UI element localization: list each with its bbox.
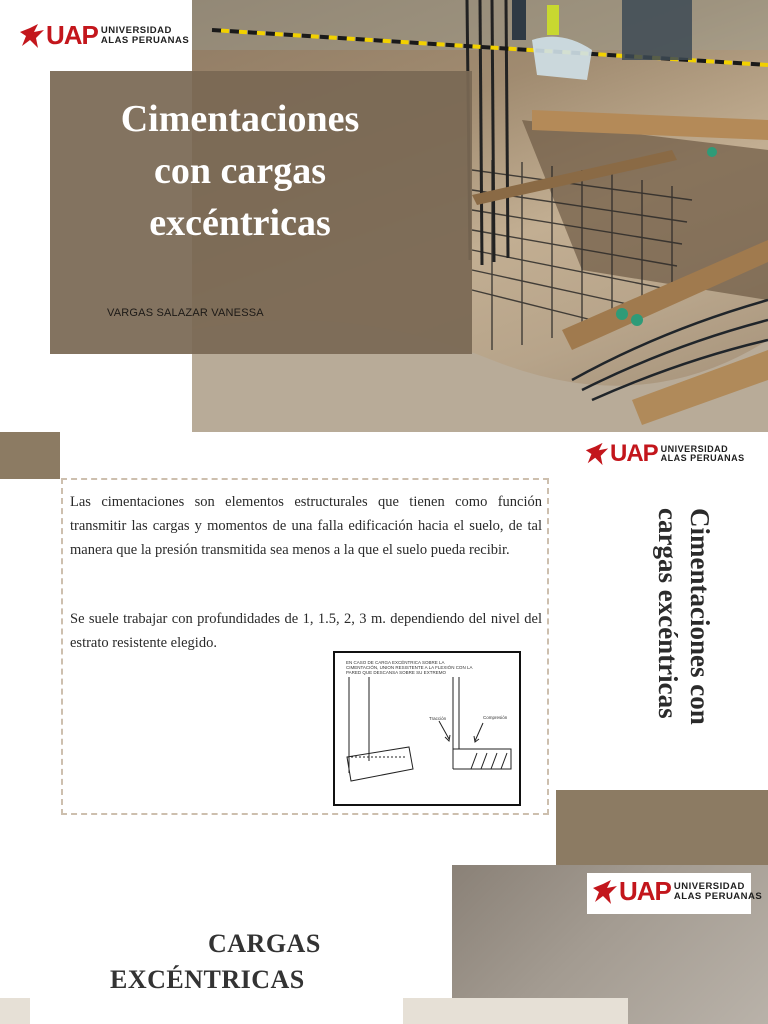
logo-name-line2: ALAS PERUANAS [673, 890, 763, 902]
logo-university-name [661, 445, 745, 464]
accent-block-top-left [0, 432, 60, 479]
slide1-title [50, 93, 430, 249]
accent-strip-left [0, 998, 30, 1024]
paragraph-depths: Se suele trabajar con profundidades de 1, 1.5, 2, 3 m. dependiendo del nivel del estrato resistente elegido. [70, 611, 542, 651]
logo-uap-text: UAP [619, 876, 671, 906]
university-logo [591, 876, 762, 907]
figure-caption: EN CASO DE CARGA EXCÉNTRICA SOBRE LA CIMENTACIÓN, UNION RESISTENTE A LA FLEXIÓN CON LA PARED QUE DESCANSA SOBRE SU EXTREMO [346, 660, 473, 675]
uap-logo-mark [591, 876, 671, 907]
logo-name-line2: ALAS PERUANAS [100, 34, 190, 46]
label-traccion: Tracción [429, 716, 447, 721]
vertical-title-line-2: cargas excéntricas [653, 508, 683, 719]
logo-uap-text: UAP [610, 440, 658, 467]
accent-strip-middle [403, 998, 628, 1024]
logo-university-name [674, 882, 762, 902]
logo-name-line1: UNIVERSIDAD [100, 24, 172, 36]
vertical-title [652, 508, 716, 725]
paragraph-definition: Las cimentaciones son elementos estructurales que tienen como función transmitir las cargas y momentos de una falla edificación hacia el suelo, de tal manera que la presión transmitida sea menos a la que el suelo pueda recibir. [70, 494, 542, 558]
eccentric-load-figure [333, 651, 521, 806]
logo-uap-text: UAP [46, 20, 98, 50]
logo-name-line1: UNIVERSIDAD [660, 443, 729, 454]
uap-logo-mark [584, 440, 658, 468]
slide3-title [110, 926, 321, 998]
label-compresion: Compresión [483, 715, 508, 720]
author-name: VARGAS SALAZAR VANESSA [107, 307, 264, 319]
logo-university-name [101, 26, 189, 46]
uap-logo-mark [18, 20, 98, 51]
university-logo [18, 20, 189, 51]
title-line-3: excéntricas [149, 202, 331, 244]
content-box [61, 478, 549, 815]
condor-icon [591, 878, 619, 906]
title-line-2: con cargas [153, 150, 327, 192]
condor-icon [584, 441, 610, 467]
accent-block-bottom-right [556, 790, 768, 865]
slide3-title-line-1: CARGAS [208, 929, 321, 958]
condor-icon [18, 22, 46, 50]
foundation-diagram [335, 653, 519, 804]
vertical-title-line-1: Cimentaciones con [685, 508, 715, 725]
logo-name-line1: UNIVERSIDAD [673, 880, 745, 892]
logo-name-line2: ALAS PERUANAS [660, 453, 745, 463]
title-line-1: Cimentaciones [120, 98, 360, 140]
university-logo [584, 440, 745, 468]
slide3-title-line-2: EXCÉNTRICAS [110, 965, 305, 994]
title-box [50, 71, 472, 354]
